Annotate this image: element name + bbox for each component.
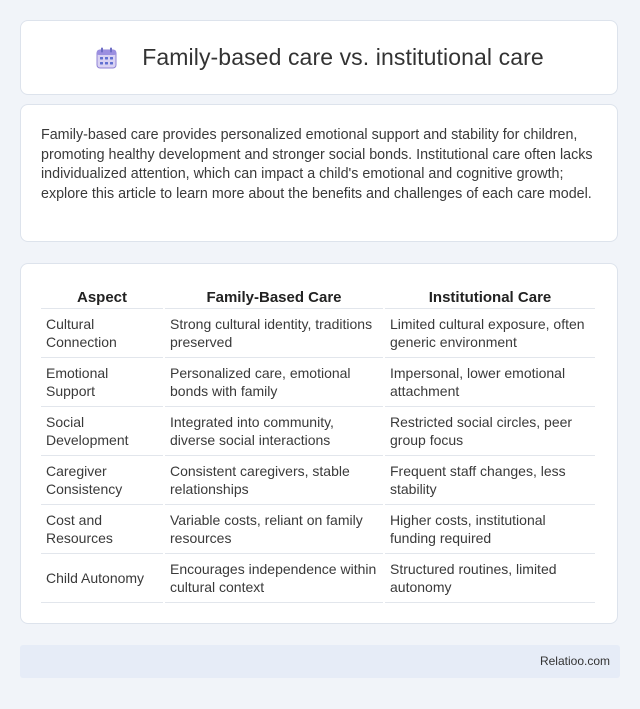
table-cell-aspect: Cultural Connection xyxy=(41,309,163,358)
table-cell-family: Personalized care, emotional bonds with family xyxy=(165,358,383,407)
column-header-institutional-care: Institutional Care xyxy=(385,284,595,309)
table-cell-family: Encourages independence within cultural context xyxy=(165,554,383,603)
table-cell-family: Integrated into community, diverse social interactions xyxy=(165,407,383,456)
table-cell-family: Variable costs, reliant on family resources xyxy=(165,505,383,554)
intro-text: Family-based care provides personalized emotional support and stability for children, promoting healthy development and stronger social bonds. Institutional care often lacks individualized attention, which can impact a child's emotional and cognitive growth; explore this article to learn more about the benefits and challenges of each care model. xyxy=(41,127,593,202)
comparison-card xyxy=(20,263,618,624)
title-card xyxy=(20,20,618,95)
column-header-family-based-care: Family-Based Care xyxy=(165,284,383,309)
table-cell-aspect: Social Development xyxy=(41,407,163,456)
table-row xyxy=(41,505,595,554)
table-cell-institutional: Frequent staff changes, less stability xyxy=(385,456,595,505)
table-cell-aspect: Emotional Support xyxy=(41,358,163,407)
table-cell-family: Strong cultural identity, traditions preserved xyxy=(165,309,383,358)
table-cell-institutional: Higher costs, institutional funding required xyxy=(385,505,595,554)
table-cell-family: Consistent caregivers, stable relationships xyxy=(165,456,383,505)
comparison-table xyxy=(39,284,597,603)
table-header-row xyxy=(41,284,595,309)
column-header-aspect: Aspect xyxy=(41,284,163,309)
table-row xyxy=(41,554,595,603)
table-cell-institutional: Limited cultural exposure, often generic environment xyxy=(385,309,595,358)
table-cell-aspect: Cost and Resources xyxy=(41,505,163,554)
table-row xyxy=(41,309,595,358)
table-cell-aspect: Child Autonomy xyxy=(41,554,163,603)
table-row xyxy=(41,407,595,456)
calendar-icon xyxy=(94,45,120,71)
footer-brand: Relatioo.com xyxy=(539,654,610,668)
table-cell-institutional: Restricted social circles, peer group focus xyxy=(385,407,595,456)
table-cell-aspect: Caregiver Consistency xyxy=(41,456,163,505)
intro-card xyxy=(20,104,618,242)
table-cell-institutional: Structured routines, limited autonomy xyxy=(385,554,595,603)
page-title: Family-based care vs. institutional care xyxy=(142,44,544,70)
table-row xyxy=(41,456,595,505)
table-row xyxy=(41,358,595,407)
footer xyxy=(20,645,620,678)
table-cell-institutional: Impersonal, lower emotional attachment xyxy=(385,358,595,407)
